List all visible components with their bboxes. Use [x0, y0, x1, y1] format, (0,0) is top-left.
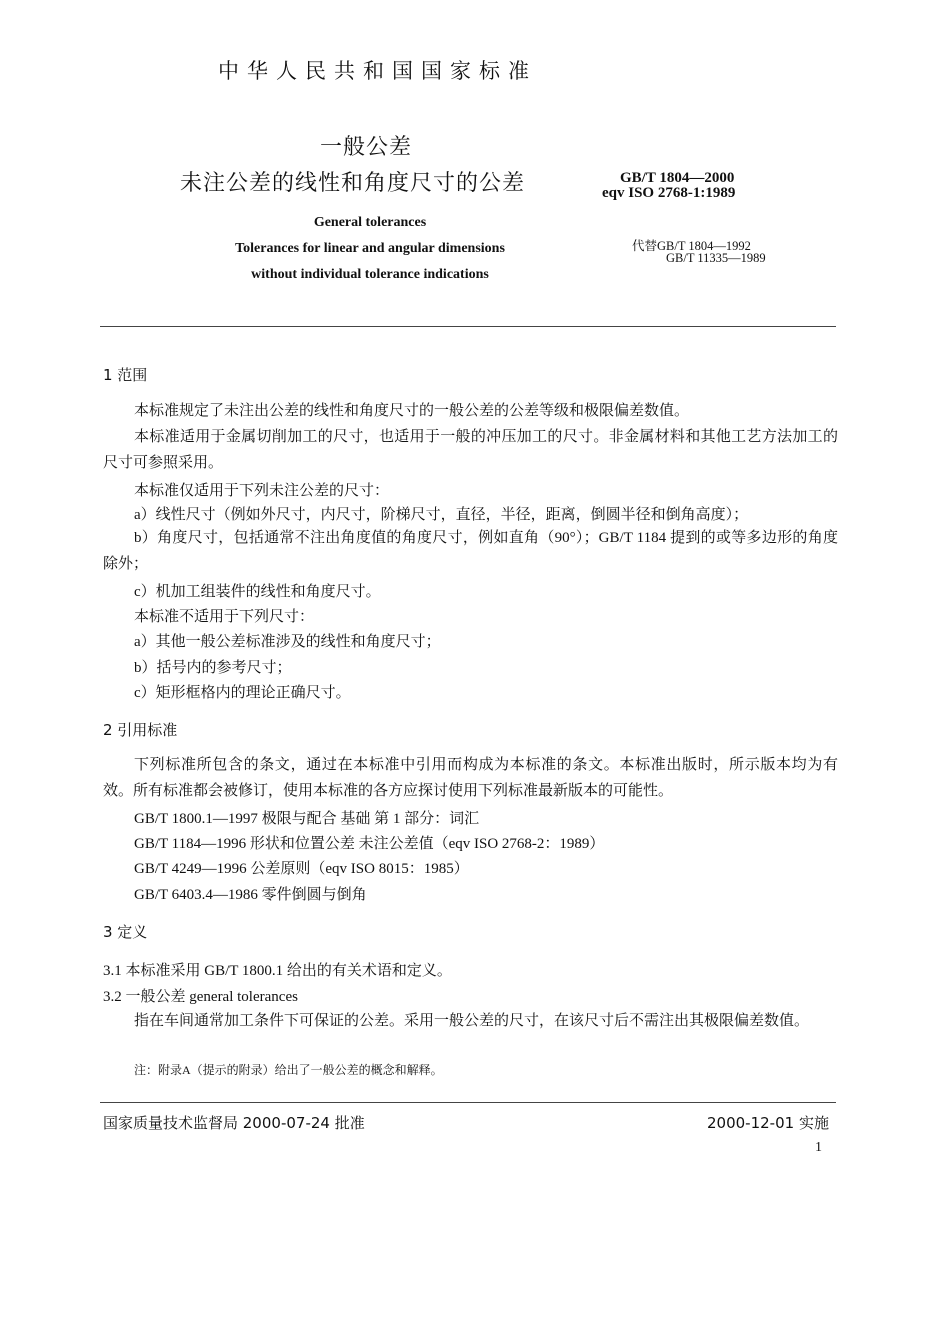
section-1-exclusion-c: c）矩形框格内的理论正确尺寸。 [134, 685, 351, 701]
section-1-paragraph-1: 本标准规定了未注出公差的线性和角度尺寸的一般公差的公差等级和极限偏差数值。 [134, 403, 690, 419]
section-1-paragraph-4: 本标准不适用于下列尺寸： [134, 609, 315, 625]
section-3-2-body: 指在车间通常加工条件下可保证的公差。采用一般公差的尺寸，在该尺寸后不需注出其极限偏差数值。 [134, 1013, 810, 1029]
english-title-line1: General tolerances [313, 215, 427, 230]
section-1-heading: 1 范围 [103, 366, 148, 384]
section-1-item-b: b）角度尺寸，包括通常不注出角度值的角度尺寸，例如直角（90°）；GB/T 1184 提到的或等多边形的角度除外； [103, 530, 838, 572]
replaces-line2: GB/T 11335—1989 [666, 251, 766, 265]
reference-item: GB/T 4249—1996 公差原则（eqv ISO 8015：1985） [134, 861, 469, 877]
english-title-line2: Tolerances for linear and angular dimensions [235, 241, 505, 256]
approval-text: 国家质量技术监督局 2000-07-24 批准 [103, 1114, 365, 1132]
english-title-line3: without individual tolerance indications [251, 267, 489, 282]
replaces-line1: 代替GB/T 1804—1992 [632, 239, 751, 253]
effective-date-text: 2000-12-01 实施 [707, 1114, 829, 1132]
reference-item: GB/T 1184—1996 形状和位置公差 未注公差值（eqv ISO 2768-2：1989） [134, 836, 605, 852]
section-3-heading: 3 定义 [103, 923, 148, 941]
section-1-exclusion-a: a）其他一般公差标准涉及的线性和角度尺寸； [134, 634, 441, 650]
section-1-paragraph-2: 本标准适用于金属切削加工的尺寸，也适用于一般的冲压加工的尺寸。非金属材料和其他工艺方法加工的尺寸可参照采用。 [103, 429, 838, 471]
section-3-note: 注：附录A（提示的附录）给出了一般公差的概念和解释。 [134, 1063, 443, 1077]
section-1-item-c: c）机加工组装件的线性和角度尺寸。 [134, 584, 381, 600]
reference-item: GB/T 1800.1—1997 极限与配合 基础 第 1 部分：词汇 [134, 811, 480, 827]
section-1-exclusion-b: b）括号内的参考尺寸； [134, 660, 292, 676]
page-number: 1 [815, 1140, 822, 1155]
reference-item: GB/T 6403.4—1986 零件倒圆与倒角 [134, 887, 367, 903]
header-divider [100, 326, 836, 327]
standard-equivalence: eqv ISO 2768-1:1989 [602, 185, 736, 201]
section-2-paragraph-1: 下列标准所包含的条文，通过在本标准中引用而构成为本标准的条文。本标准出版时，所示版本均为有效。所有标准都会被修订，使用本标准的各方应探讨使用下列标准最新版本的可能性。 [103, 757, 838, 799]
national-standard-title: 中华人民共和国国家标准 [218, 59, 537, 83]
section-1-item-a: a）线性尺寸（例如外尺寸，内尺寸，阶梯尺寸，直径，半径，距离，倒圆半径和倒角高度）； [134, 507, 749, 523]
section-2-heading: 2 引用标准 [103, 721, 178, 739]
document-title-line1: 一般公差 [320, 135, 413, 160]
standard-number: GB/T 1804—2000 [620, 170, 735, 186]
section-1-paragraph-3: 本标准仅适用于下列未注公差的尺寸： [134, 483, 390, 499]
section-3-2-heading: 3.2 一般公差 general tolerances [103, 989, 298, 1005]
section-3-1: 3.1 本标准采用 GB/T 1800.1 给出的有关术语和定义。 [103, 963, 452, 979]
document-title-line2: 未注公差的线性和角度尺寸的公差 [180, 171, 526, 196]
footer-divider [100, 1102, 836, 1103]
